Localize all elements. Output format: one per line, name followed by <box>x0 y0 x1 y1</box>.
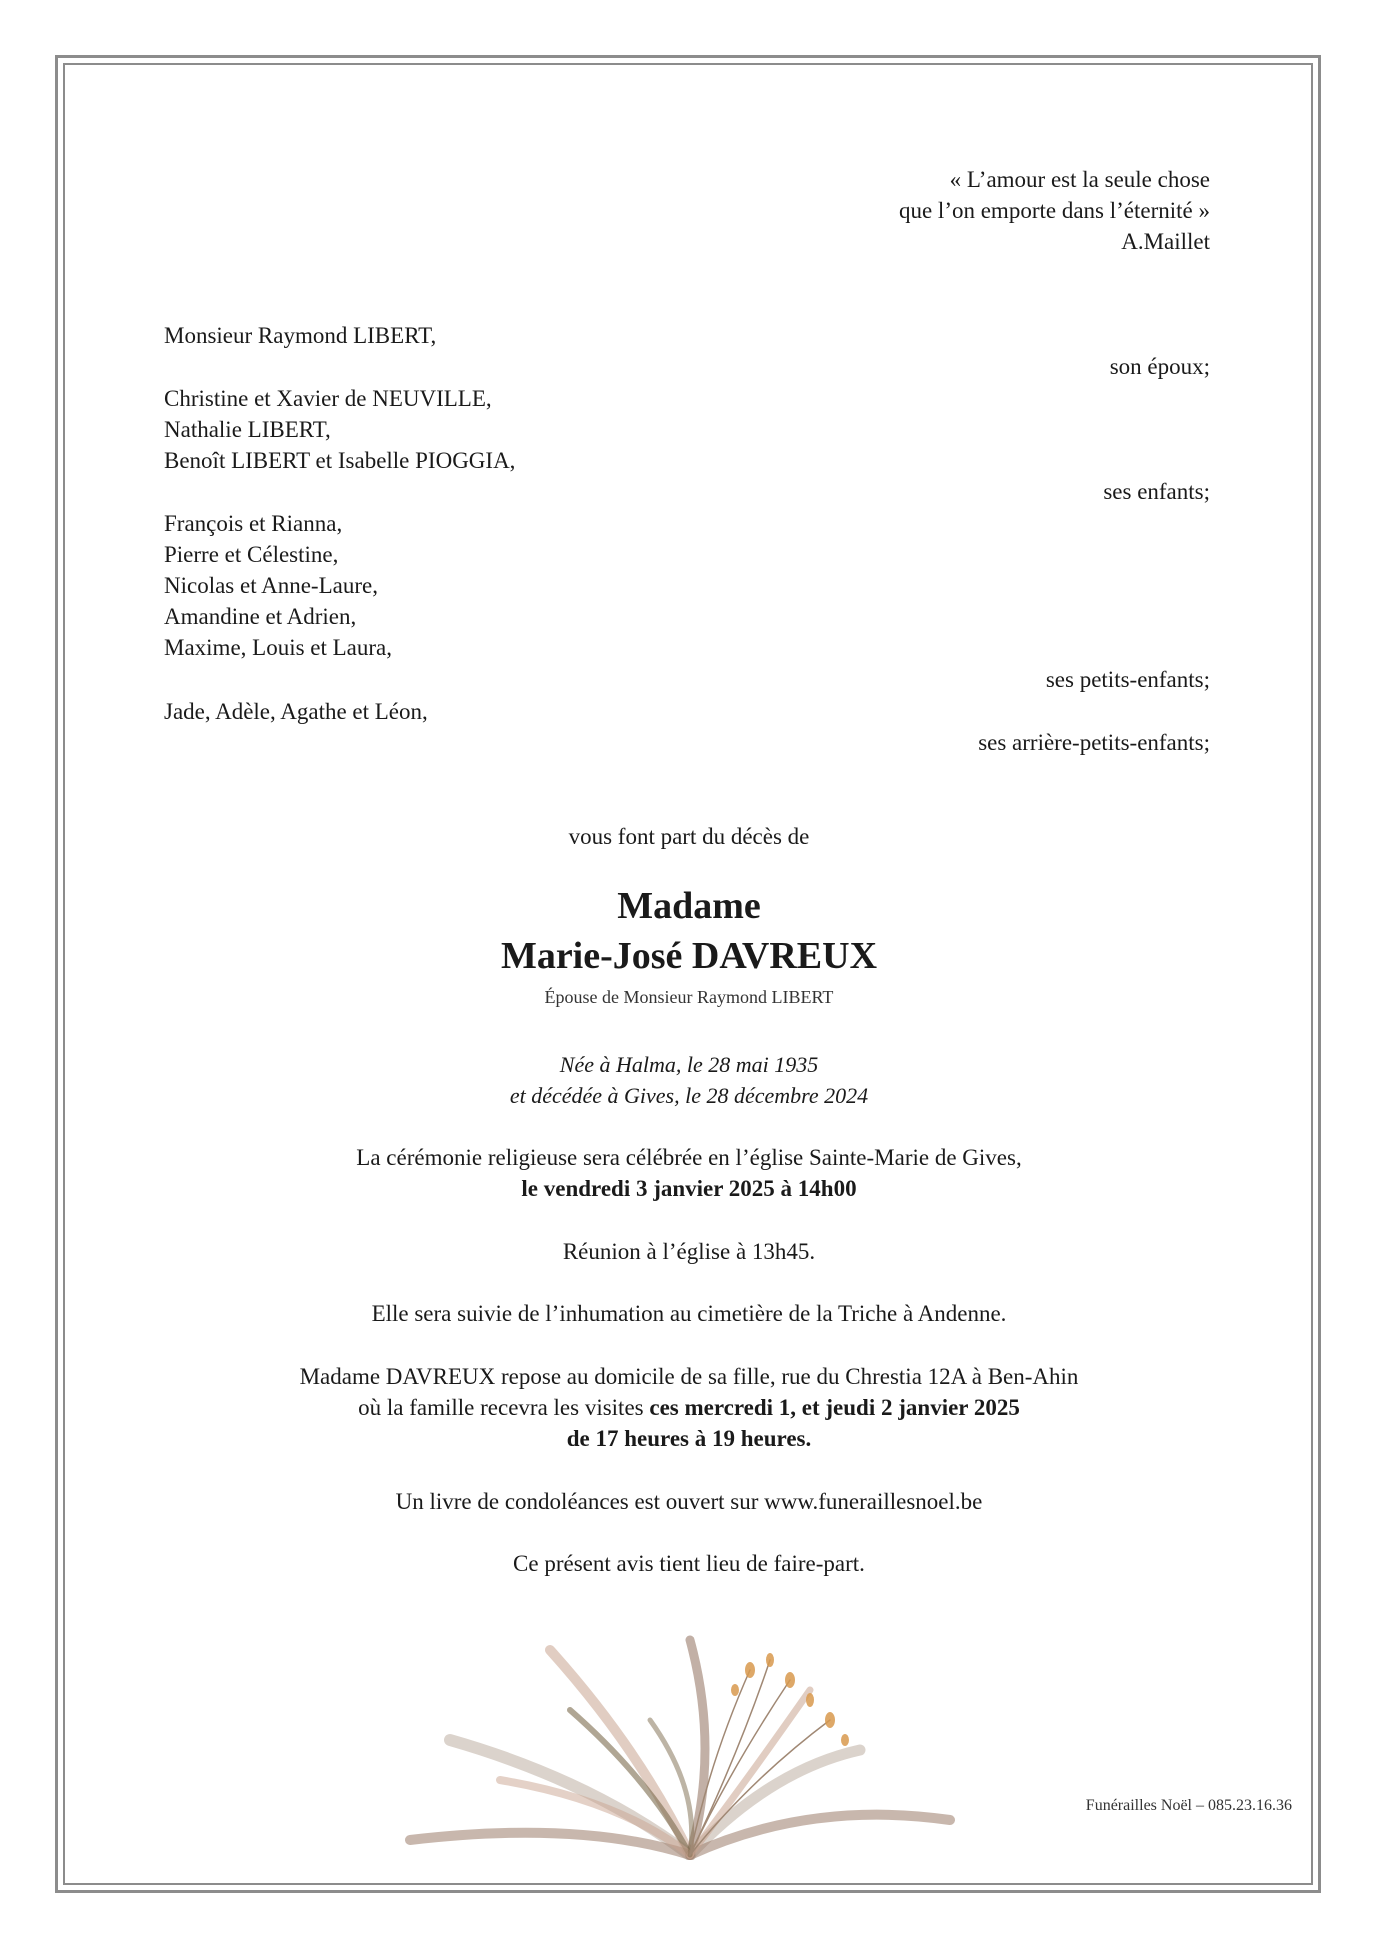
visit-line-2 <box>0 1392 1378 1423</box>
deceased-title: Madame <box>617 885 761 927</box>
grandchild-3: Nicolas et Anne-Laure, <box>164 573 378 598</box>
child-2: Nathalie LIBERT, <box>164 417 331 442</box>
ceremony-date: le vendredi 3 janvier 2025 à 14h00 <box>521 1176 857 1201</box>
grandchild-2: Pierre et Célestine, <box>164 542 339 567</box>
pampas-bouquet-decoration <box>390 1630 990 1860</box>
spouse-name: Monsieur Raymond LIBERT, <box>164 323 437 348</box>
visit-dates: ces mercredi 1, et jeudi 2 janvier 2025 <box>649 1395 1020 1420</box>
quote-line-1: « L’amour est la seule chose <box>949 167 1210 192</box>
great-grandchildren-relation: ses arrière-petits-enfants; <box>978 730 1210 755</box>
child-1: Christine et Xavier de NEUVILLE, <box>164 386 492 411</box>
quote-author: A.Maillet <box>1121 229 1210 254</box>
visit-line-1: Madame DAVREUX repose au domicile de sa fille, rue du Chrestia 12A à Ben-Ahin <box>299 1364 1079 1389</box>
ceremony-line-1: La cérémonie religieuse sera célébrée en l’église Sainte-Marie de Gives, <box>356 1145 1022 1170</box>
funeral-home-contact: Funérailles Noël – 085.23.16.36 <box>1085 1797 1292 1814</box>
epigraph-quote <box>899 164 1210 257</box>
deceased-name: Marie-José DAVREUX <box>500 935 878 977</box>
grandchild-5: Maxime, Louis et Laura, <box>164 635 393 660</box>
condolences-line: Un livre de condoléances est ouvert sur www.funeraillesnoel.be <box>395 1489 983 1514</box>
burial-info: Elle sera suivie de l’inhumation au cimetière de la Triche à Andenne. <box>371 1301 1007 1326</box>
announcement-intro: vous font part du décès de <box>568 824 810 849</box>
grandchild-1: François et Rianna, <box>164 511 343 536</box>
quote-line-2: que l’on emporte dans l’éternité » <box>898 198 1210 223</box>
child-3: Benoît LIBERT et Isabelle PIOGGIA, <box>164 448 516 473</box>
birth-line: Née à Halma, le 28 mai 1935 <box>559 1052 819 1077</box>
death-line: et décédée à Gives, le 28 décembre 2024 <box>509 1083 869 1108</box>
visit-line-2-prefix: où la famille recevra les visites <box>358 1395 650 1420</box>
meeting-time: Réunion à l’église à 13h45. <box>562 1239 816 1264</box>
great-grandchildren: Jade, Adèle, Agathe et Léon, <box>164 699 428 724</box>
visit-hours: de 17 heures à 19 heures. <box>566 1426 812 1451</box>
grandchildren-relation: ses petits-enfants; <box>1045 667 1210 692</box>
deceased-spouse-line: Épouse de Monsieur Raymond LIBERT <box>544 987 834 1007</box>
spouse-relation: son époux; <box>1109 354 1210 379</box>
children-relation: ses enfants; <box>1103 479 1210 504</box>
grandchild-4: Amandine et Adrien, <box>164 604 357 629</box>
notice-line: Ce présent avis tient lieu de faire-part. <box>513 1551 865 1576</box>
